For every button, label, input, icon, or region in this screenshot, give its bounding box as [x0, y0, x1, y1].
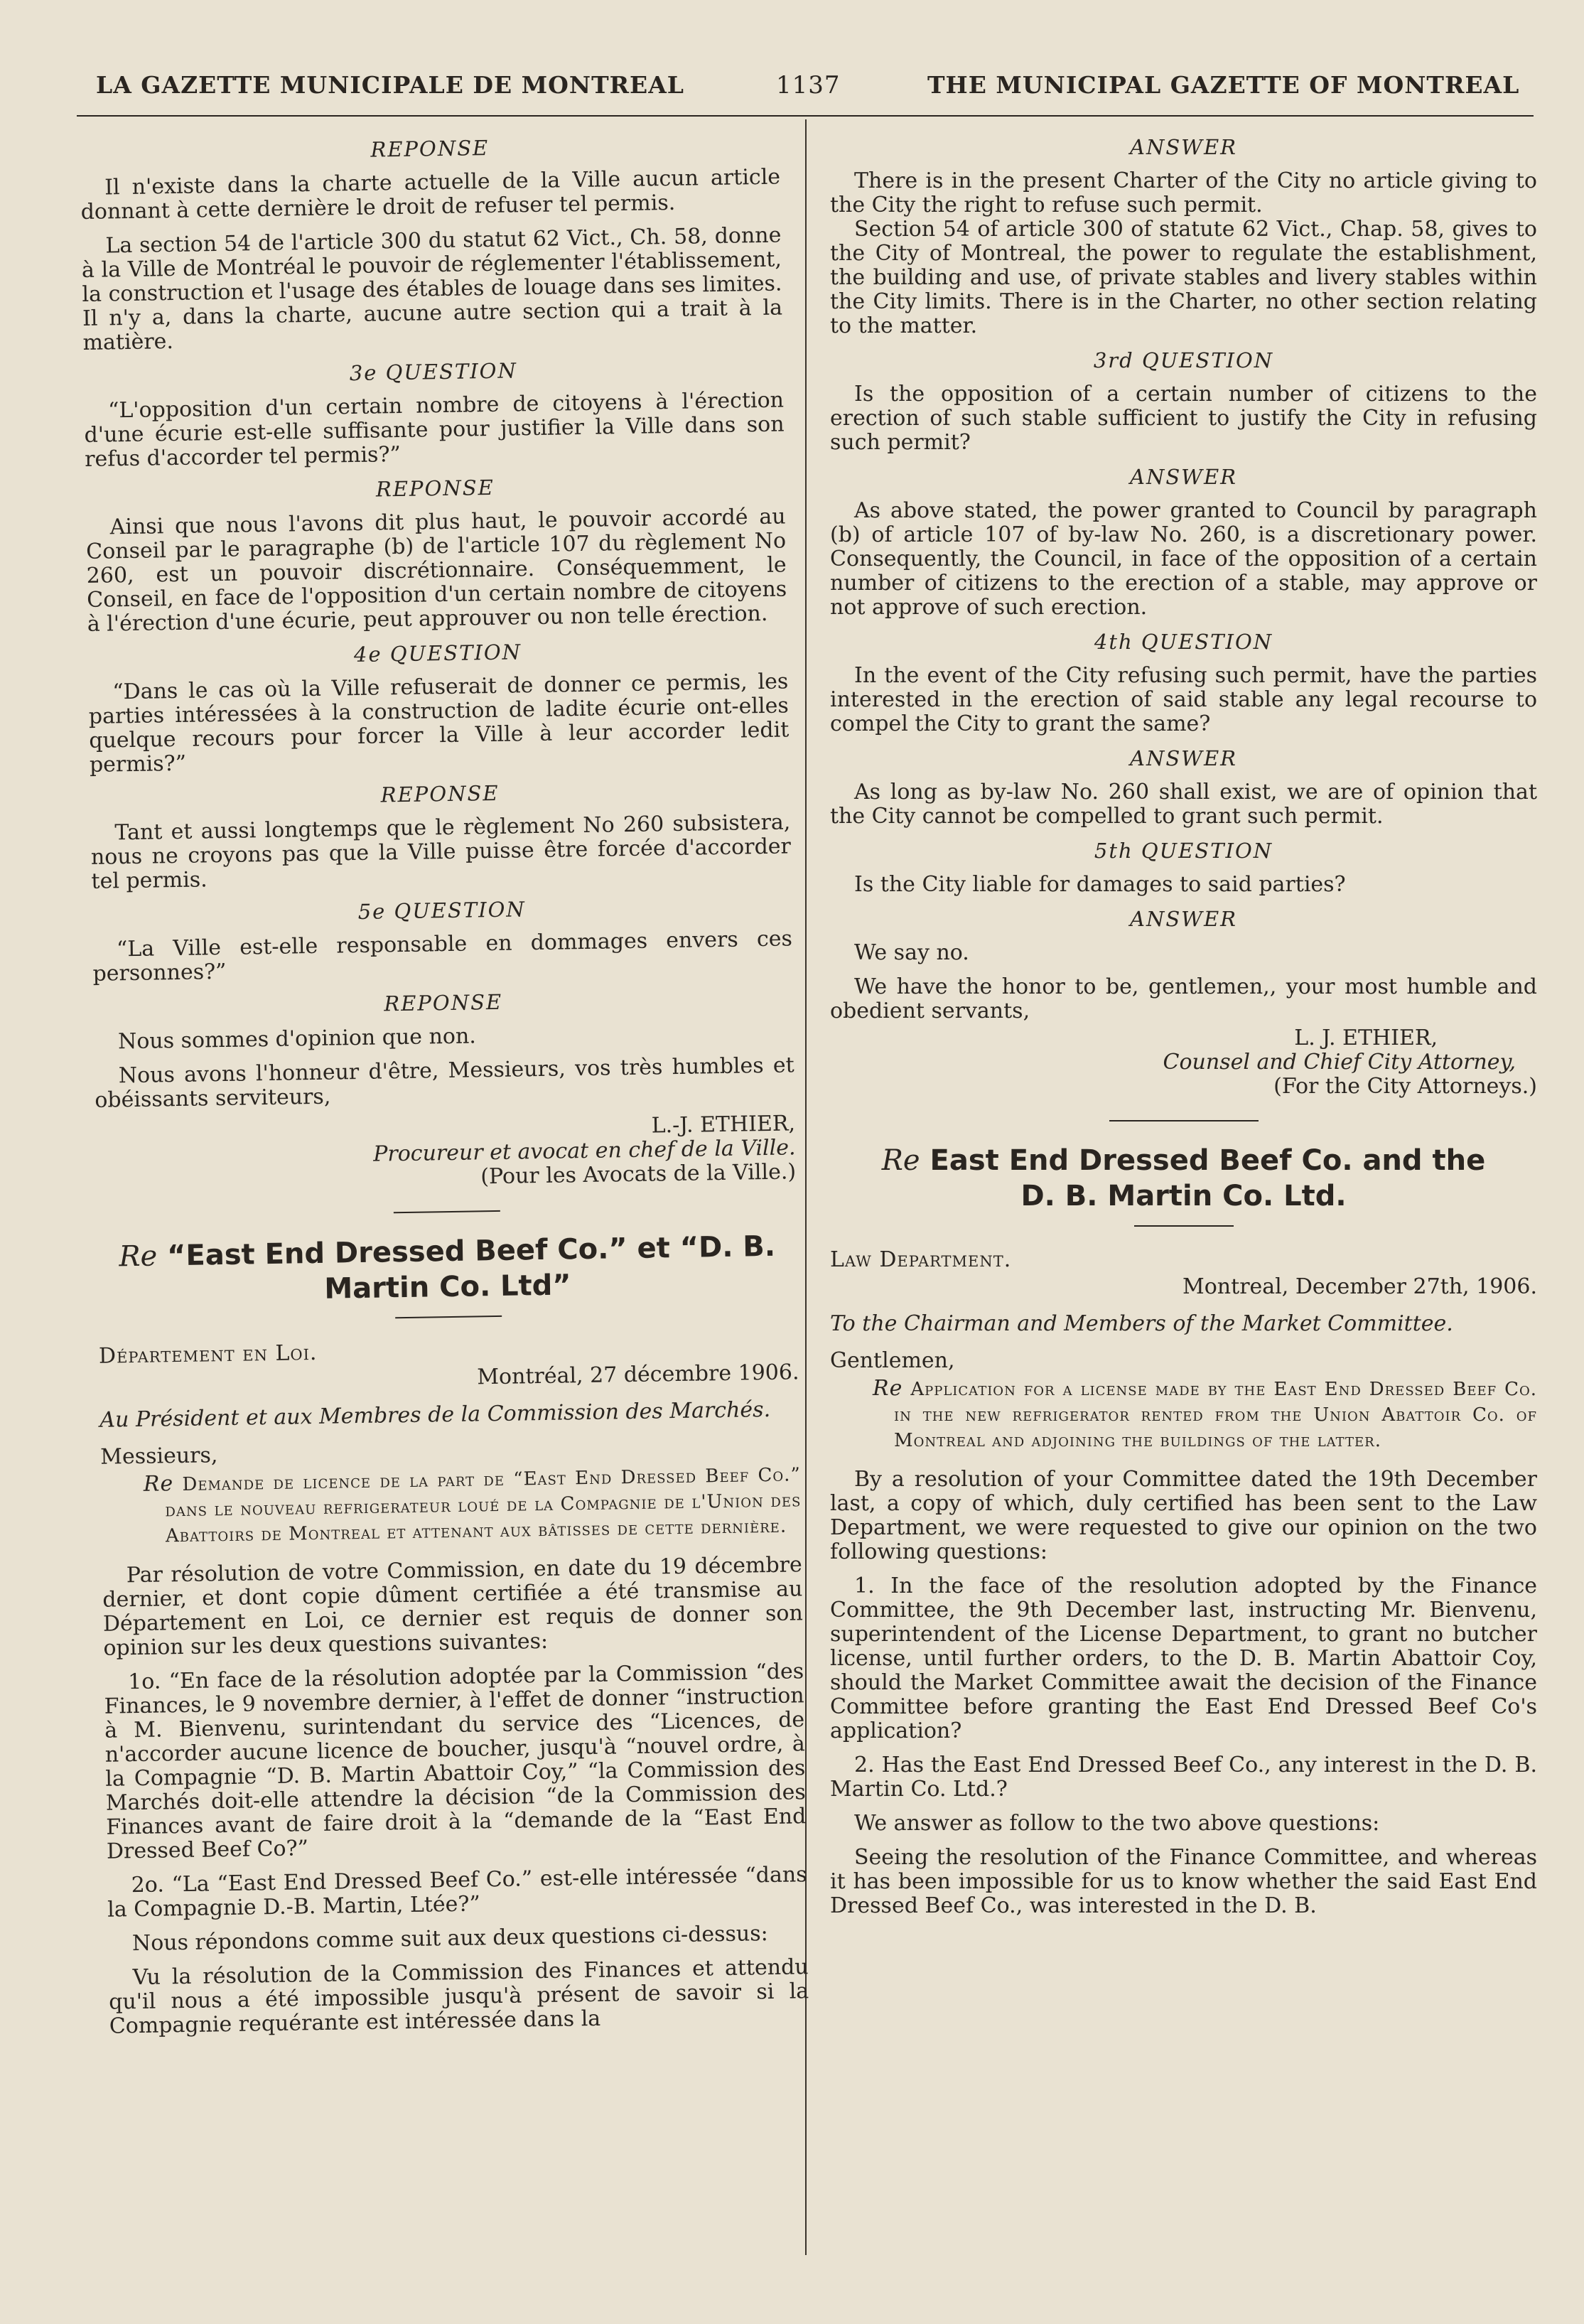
section-rule — [393, 1210, 500, 1213]
paragraph: We have the honor to be, gentlemen,, your most humble and obedient servants, — [830, 974, 1537, 1023]
title-re: Re — [881, 1144, 920, 1177]
paragraph: Nous sommes d'opinion que non. — [117, 1023, 477, 1055]
paragraph: As long as by-law No. 260 shall exist, we are of opinion that the City cannot be compelled to grant such permit. — [830, 780, 1537, 829]
signature-name: L.-J. ETHIER, — [651, 1111, 796, 1139]
paragraph: There is in the present Charter of the City no article giving to the City the right to refuse such permit. — [830, 168, 1537, 217]
signature-for: (Pour les Avocats de la Ville.) — [480, 1159, 797, 1190]
paragraph: Section 54 of article 300 of statute 62 Vict., Chap. 58, gives to the City of Montreal, the power to regulate the establishment, the building and use, of private stables and livery stables within the City limits. There is in the Charter, no other section relating to the matter. — [830, 217, 1537, 338]
header-french-title: LA GAZETTE MUNICIPALE DE MONTREAL — [96, 71, 685, 99]
signature-title: Procureur et avocat en chef de la Ville. — [372, 1135, 796, 1167]
header-english-title: THE MUNICIPAL GAZETTE OF MONTREAL — [927, 71, 1520, 99]
paragraph: Is the opposition of a certain number of citizens to the erection of such stable sufficient to justify the City in refusing such permit? — [830, 382, 1537, 455]
paragraph: Tant et aussi longtemps que le règlement No 260 subsistera, nous ne croyons pas que la Ville puisse être forcée d'accorder tel permis. — [90, 809, 792, 894]
french-column — [80, 124, 809, 2049]
paragraph: 1o. “En face de la résolution adoptée par la Commission “des Finances, le 9 novembre dernier, à l'effet de donner “instruction à M. Bienvenu, surintendant du service des “Licences, de n'accorder aucune licence de boucher, jusqu'à “nouvel ordre, à la Compagnie “D. B. Martin Abattoir Coy,” “la Commission des Marchés doit-elle attendre la décision “de la Commission des Finances avant de faire droit à la “demande de la “East End Dressed Beef Co?” — [104, 1659, 807, 1864]
letter-address: To the Chairman and Members of the Market Committee. — [830, 1311, 1453, 1336]
department-name: Law Department. — [830, 1247, 1012, 1272]
re-text: Demande de licence de la part de “East End Dressed Beef Co.” dans le nouveau refrigerateur loué de la Compagnie de l'Union des Abattoirs de Montreal et attenant aux bâtisses de cette dernière. — [165, 1464, 802, 1547]
re-subject — [101, 1461, 802, 1549]
heading-question-5: 5e QUESTION — [357, 897, 526, 924]
paragraph: As above stated, the power granted to Council by paragraph (b) of article 107 of by-law No. 260, is a discretionary power. Consequently, the Council, in face of the opposition of a certain number of citizens to the erection of a stable, may approve or not approve of such erection. — [830, 498, 1537, 620]
heading-reponse: REPONSE — [380, 780, 500, 807]
department-name: Département en Loi. — [98, 1340, 318, 1369]
paragraph: Nous avons l'honneur d'être, Messieurs, vos très humbles et obéissants serviteurs, — [95, 1053, 794, 1113]
title-line-1: “East End Dressed Beef Co.” et “D. B. — [166, 1230, 776, 1273]
paragraph: 2. Has the East End Dressed Beef Co., any interest in the D. B. Martin Co. Ltd.? — [830, 1753, 1537, 1802]
title-re: Re — [119, 1239, 158, 1274]
letter-date: Montréal, 27 décembre 1906. — [477, 1360, 799, 1390]
heading-reponse: REPONSE — [375, 475, 495, 502]
english-column — [830, 135, 1537, 1928]
paragraph: “Dans le cas où la Ville refuserait de donner ce permis, les parties intéressées à la construction de ladite écurie ont-elles quelque recours pour forcer la Ville à leur accorder ledit permis?” — [88, 669, 790, 778]
paragraph: “L'opposition d'un certain nombre de citoyens à l'érection d'une écurie est-elle suffisante pour justifier la Ville dans son refus d'accorder tel permis?” — [84, 387, 785, 472]
re-label: Re — [143, 1471, 174, 1497]
heading-answer: ANSWER — [1130, 135, 1237, 159]
paragraph: 1. In the face of the resolution adopted by the Finance Committee, the 9th December last, instructing Mr. Bienvenu, superintendent of the License Department, to grant no butcher license, until further orders, to the D. B. Martin Abattoir Coy, should the Market Committee await the decision of the Finance Committee before granting the East End Dressed Beef Co's application? — [830, 1573, 1537, 1743]
paragraph: Il n'existe dans la charte actuelle de la Ville aucun article donnant à cette dernière le droit de refuser tel permis. — [80, 164, 781, 225]
paragraph: Vu la résolution de la Commission des Finances et attendu qu'il nous a été impossible jusqu'à présent de savoir si la Compagnie requérante est intéressée dans la — [108, 1954, 809, 2039]
salutation: Gentlemen, — [830, 1348, 955, 1373]
heading-reponse: REPONSE — [384, 989, 503, 1016]
title-line-2: Martin Co. Ltd” — [324, 1269, 571, 1306]
paragraph: Par résolution de votre Commission, en date du 19 décembre dernier, et dont copie dûment certifiée a été transmise au Département en Loi, ce dernier est requis de donner son opinion sur les deux questions suivantes: — [102, 1552, 804, 1661]
paragraph: Ainsi que nous l'avons dit plus haut, le pouvoir accordé au Conseil par le paragraphe (b) de l'article 107 du règlement No 260, est un pouvoir discrétionnaire. Conséquemment, le Conseil, en face de l'opposition d'un certain nombre de citoyens à l'érection d'une écurie, peut approuver ou non telle érection. — [85, 504, 787, 637]
section-title — [97, 1228, 797, 1310]
paragraph: “La Ville est-elle responsable en dommages envers ces personnes?” — [92, 926, 793, 986]
section-rule — [395, 1316, 502, 1318]
heading-answer: ANSWER — [1130, 465, 1237, 489]
heading-reponse: REPONSE — [370, 135, 490, 162]
re-text: Application for a license made by the East End Dressed Beef Co. in the new refrigerator rented from the Union Abattoir Co. of Montreal and adjoining the buildings of the latter. — [894, 1379, 1538, 1451]
signature-title: Counsel and Chief City Attorney, — [1163, 1050, 1516, 1075]
title-line-2: D. B. Martin Co. Ltd. — [1020, 1180, 1347, 1212]
paragraph: 2o. “La “East End Dressed Beef Co.” est-elle intéressée “dans la Compagnie D.-B. Martin, Ltée?” — [107, 1862, 807, 1922]
section-title — [830, 1143, 1537, 1214]
section-rule — [1109, 1120, 1259, 1121]
page-number: 1137 — [776, 71, 841, 99]
paragraph: By a resolution of your Committee dated the 19th December last, a copy of which, duly certified has been sent to the Law Department, we were requested to give our opinion on the two following questions: — [830, 1467, 1537, 1564]
heading-question-3: 3e QUESTION — [349, 358, 518, 386]
heading-answer: ANSWER — [1130, 746, 1237, 770]
heading-answer: ANSWER — [1130, 907, 1237, 931]
paragraph: Seeing the resolution of the Finance Committee, and whereas it has been impossible for us to know whether the said East End Dressed Beef Co., was interested in the D. B. — [830, 1845, 1537, 1918]
letter-address: Au Président et aux Membres de la Commission des Marchés. — [99, 1397, 771, 1433]
title-line-1: East End Dressed Beef Co. and the — [930, 1144, 1486, 1177]
heading-question-4: 4e QUESTION — [353, 640, 522, 667]
signature-for: (For the City Attorneys.) — [1273, 1074, 1537, 1099]
paragraph: We answer as follow to the two above questions: — [854, 1811, 1380, 1836]
letter-date: Montreal, December 27th, 1906. — [1182, 1274, 1537, 1299]
paragraph: Is the City liable for damages to said parties? — [854, 872, 1346, 897]
re-subject — [830, 1376, 1537, 1453]
paragraph: In the event of the City refusing such permit, have the parties interested in the erection of said stable any legal recourse to compel the City to grant the same? — [830, 663, 1537, 736]
heading-question-4: 4th QUESTION — [1094, 630, 1273, 654]
heading-question-3: 3rd QUESTION — [1093, 348, 1274, 372]
paragraph: We say no. — [854, 940, 969, 965]
section-rule — [1134, 1225, 1234, 1227]
header-rule — [77, 115, 1534, 117]
re-label: Re — [873, 1376, 903, 1401]
heading-question-5: 5th QUESTION — [1094, 839, 1273, 863]
salutation: Messieurs, — [99, 1443, 218, 1470]
signature-name: L. J. ETHIER, — [1294, 1026, 1438, 1050]
paragraph: Nous répondons comme suit aux deux questions ci-dessus: — [131, 1921, 769, 1957]
paragraph: La section 54 de l'article 300 du statut 62 Vict., Ch. 58, donne à la Ville de Montréal le pouvoir de réglementer l'établissement, la construction et l'usage des étables de louage dans ses limites. Il n'y a, dans la charte, aucune autre section qui a trait à la matière. — [81, 222, 783, 355]
